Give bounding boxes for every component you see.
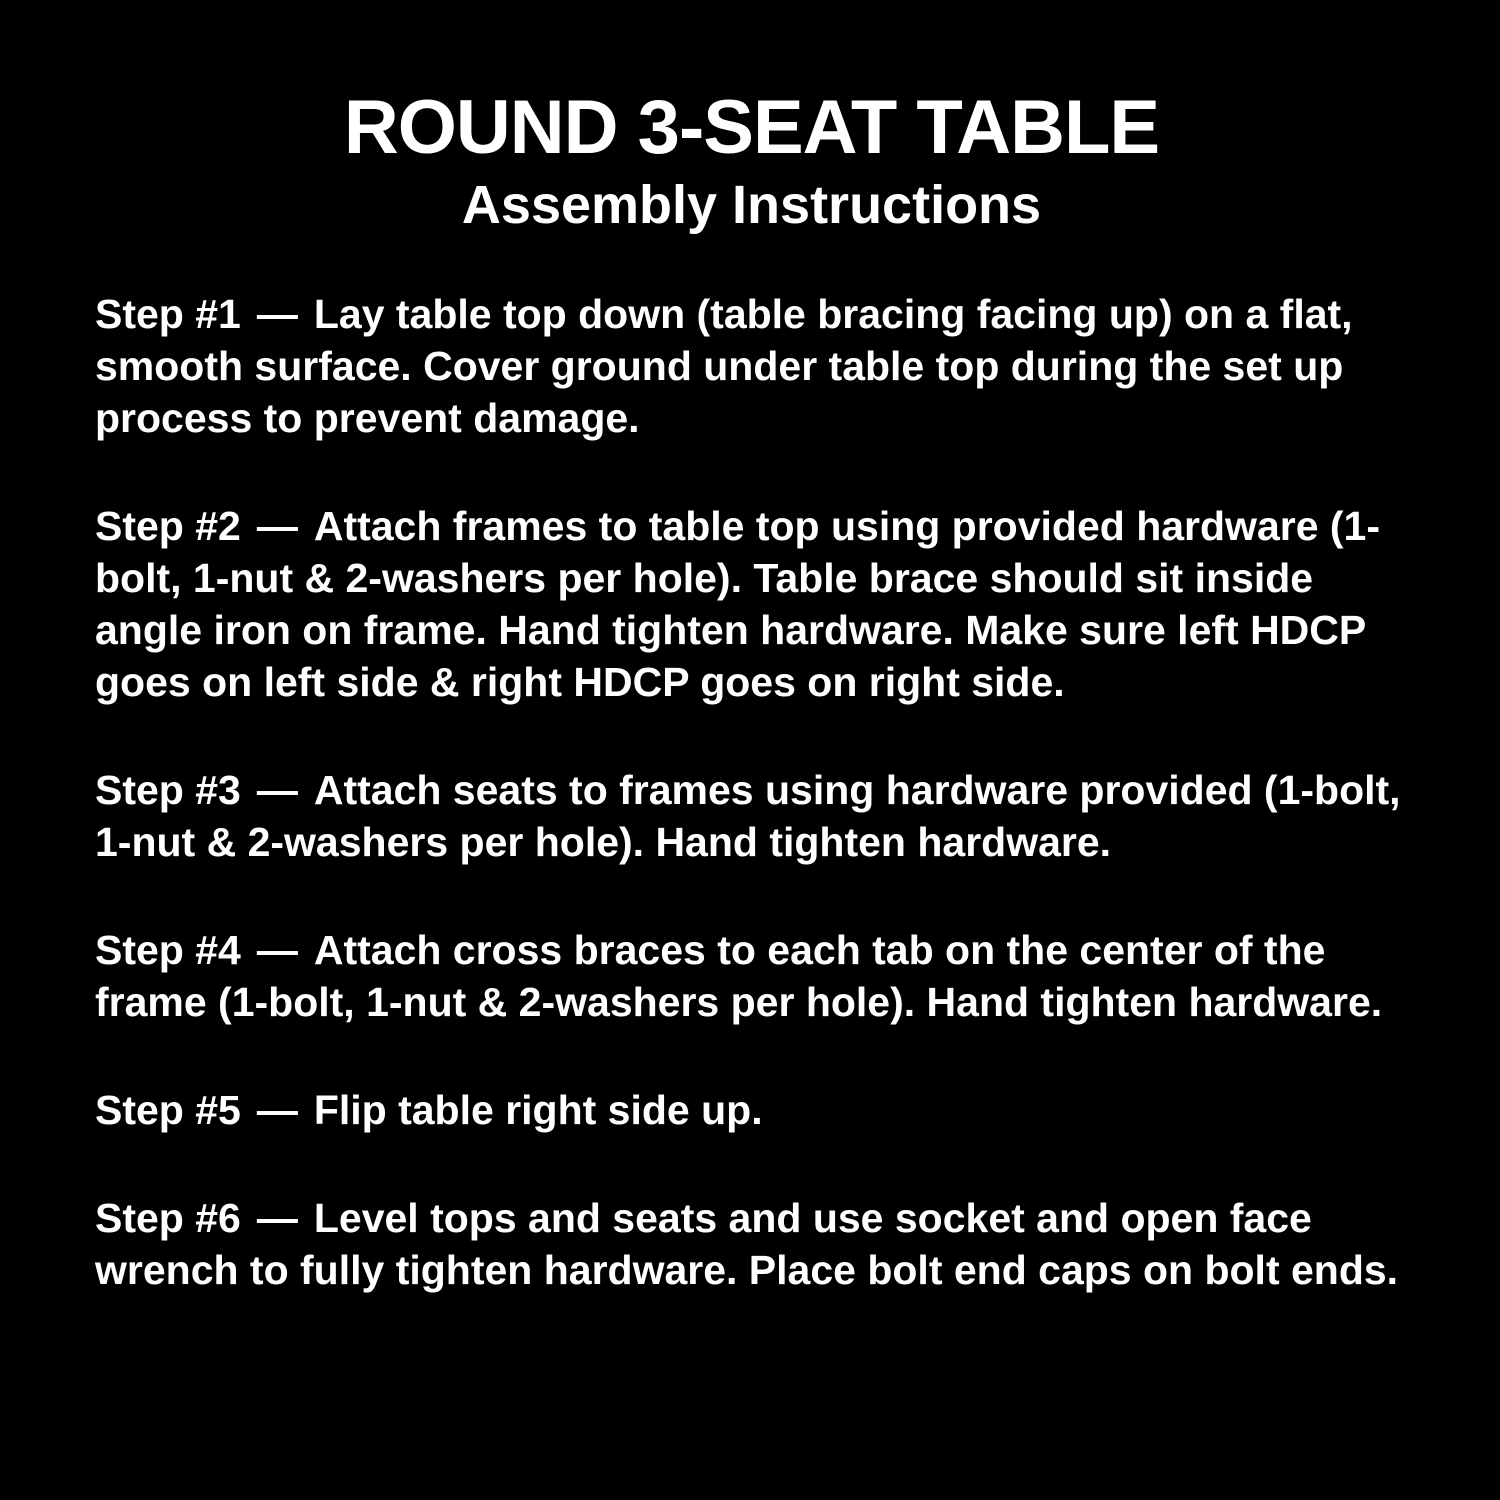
step-6-dash: —: [256, 1194, 298, 1241]
step-2-text: Attach frames to table top using provided hardware (1-bolt, 1-nut & 2-washers per hole). Table brace should sit inside angle iron on frame. Hand tighten hardware. Make sure left HDCP goes on left side & right HDCP goes on right side.: [95, 502, 1381, 705]
step-2-label: Step #2: [95, 502, 241, 549]
step-6-label: Step #6: [95, 1194, 241, 1241]
step-5-label: Step #5: [95, 1086, 241, 1133]
step-5: [95, 1084, 1408, 1136]
step-4-dash: —: [256, 926, 298, 973]
step-1-text: Lay table top down (table bracing facing up) on a flat, smooth surface. Cover ground under table top during the set up process to prevent damage.: [95, 290, 1353, 441]
step-3-text: Attach seats to frames using hardware provided (1-bolt, 1-nut & 2-washers per hole). Hand tighten hardware.: [95, 766, 1401, 865]
step-6: [95, 1192, 1408, 1296]
step-4: [95, 924, 1408, 1028]
step-2: [95, 500, 1408, 708]
step-1: [95, 288, 1408, 444]
step-3-dash: —: [256, 766, 298, 813]
step-4-text: Attach cross braces to each tab on the center of the frame (1-bolt, 1-nut & 2-washers per hole). Hand tighten hardware.: [95, 926, 1383, 1025]
steps-list: [95, 288, 1408, 1296]
step-4-label: Step #4: [95, 926, 241, 973]
step-5-text: Flip table right side up.: [313, 1086, 763, 1133]
step-3-label: Step #3: [95, 766, 241, 813]
step-1-label: Step #1: [95, 290, 241, 337]
step-3: [95, 764, 1408, 868]
page-subtitle: Assembly Instructions: [461, 174, 1042, 235]
step-2-dash: —: [256, 502, 298, 549]
step-5-dash: —: [256, 1086, 298, 1133]
step-1-dash: —: [256, 290, 298, 337]
page-title: ROUND 3-SEAT TABLE: [343, 85, 1160, 170]
document-header: [95, 85, 1408, 236]
step-6-text: Level tops and seats and use socket and open face wrench to fully tighten hardware. Place bolt end caps on bolt ends.: [95, 1194, 1399, 1293]
